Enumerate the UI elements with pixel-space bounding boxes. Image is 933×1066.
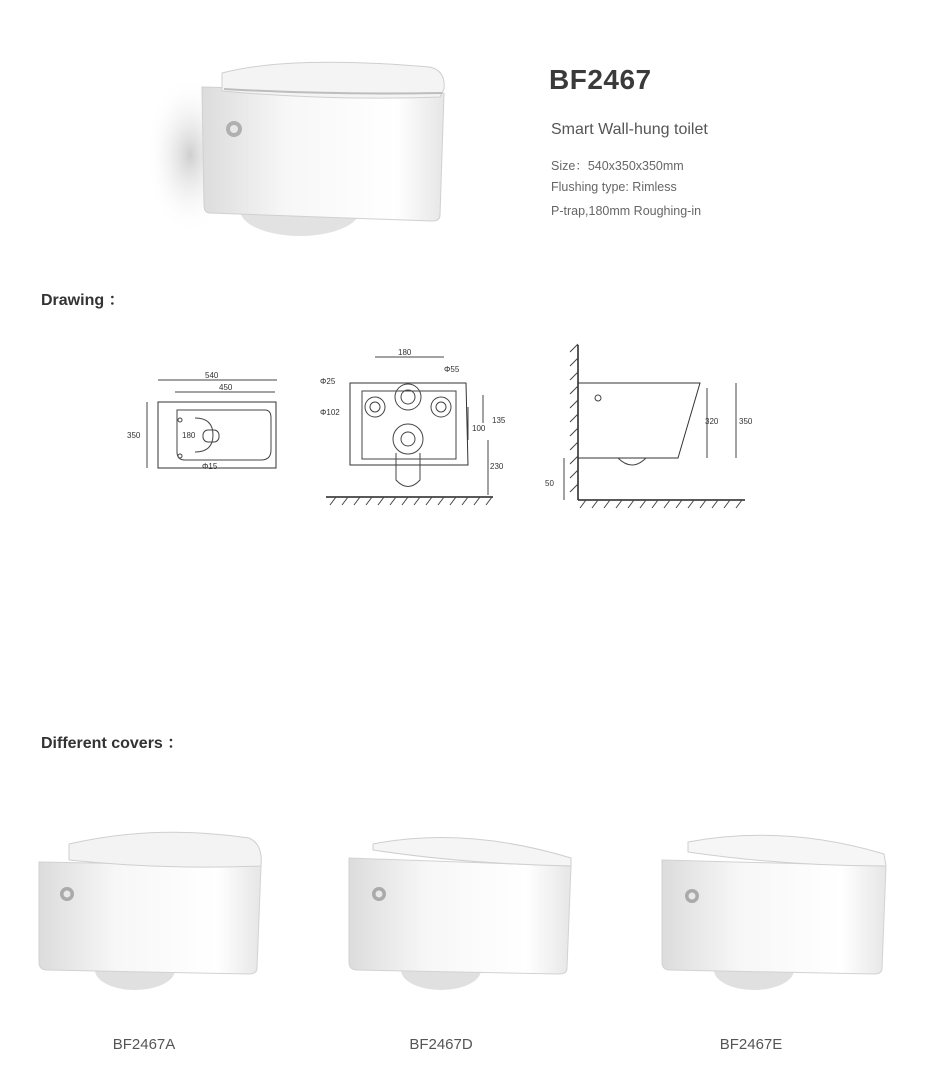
dim-phi55: Φ55	[444, 365, 460, 374]
variant-a-image	[35, 822, 265, 992]
dim-180-top: 180	[182, 431, 196, 440]
covers-heading: Different covers ：	[41, 735, 184, 752]
variant-e-label: BF2467E	[719, 1036, 783, 1053]
variant-d-label: BF2467D	[409, 1036, 473, 1053]
dim-230: 230	[490, 462, 504, 471]
variant-e-image	[658, 826, 890, 993]
variant-a-label: BF2467A	[112, 1036, 176, 1053]
main-product-image	[150, 45, 460, 245]
top-view-drawing	[125, 368, 285, 478]
dim-phi25: Φ25	[320, 377, 336, 386]
dim-135: 135	[492, 416, 506, 425]
product-name: Smart Wall-hung toilet	[551, 121, 708, 138]
side-view-drawing	[540, 340, 760, 510]
dim-350-side: 350	[739, 417, 753, 426]
dim-100: 100	[472, 424, 486, 433]
spec-trap: P-trap,180mm Roughing-in	[551, 204, 702, 218]
variant-d-image	[345, 828, 575, 993]
dim-phi15: Φ15	[202, 462, 218, 471]
rear-view-drawing	[318, 345, 513, 510]
product-model: BF2467	[549, 64, 652, 95]
dim-540: 540	[205, 371, 219, 380]
spec-flushing: Flushing type: Rimless	[551, 180, 677, 194]
dim-phi102: Φ102	[320, 408, 340, 417]
dim-180-rear: 180	[398, 348, 412, 357]
dim-50: 50	[545, 479, 554, 488]
dim-320: 320	[705, 417, 719, 426]
spec-size: Size：540x350x350mm	[551, 159, 684, 173]
dim-350: 350	[127, 431, 141, 440]
drawing-heading: Drawing ：	[41, 292, 125, 309]
dim-450: 450	[219, 383, 233, 392]
